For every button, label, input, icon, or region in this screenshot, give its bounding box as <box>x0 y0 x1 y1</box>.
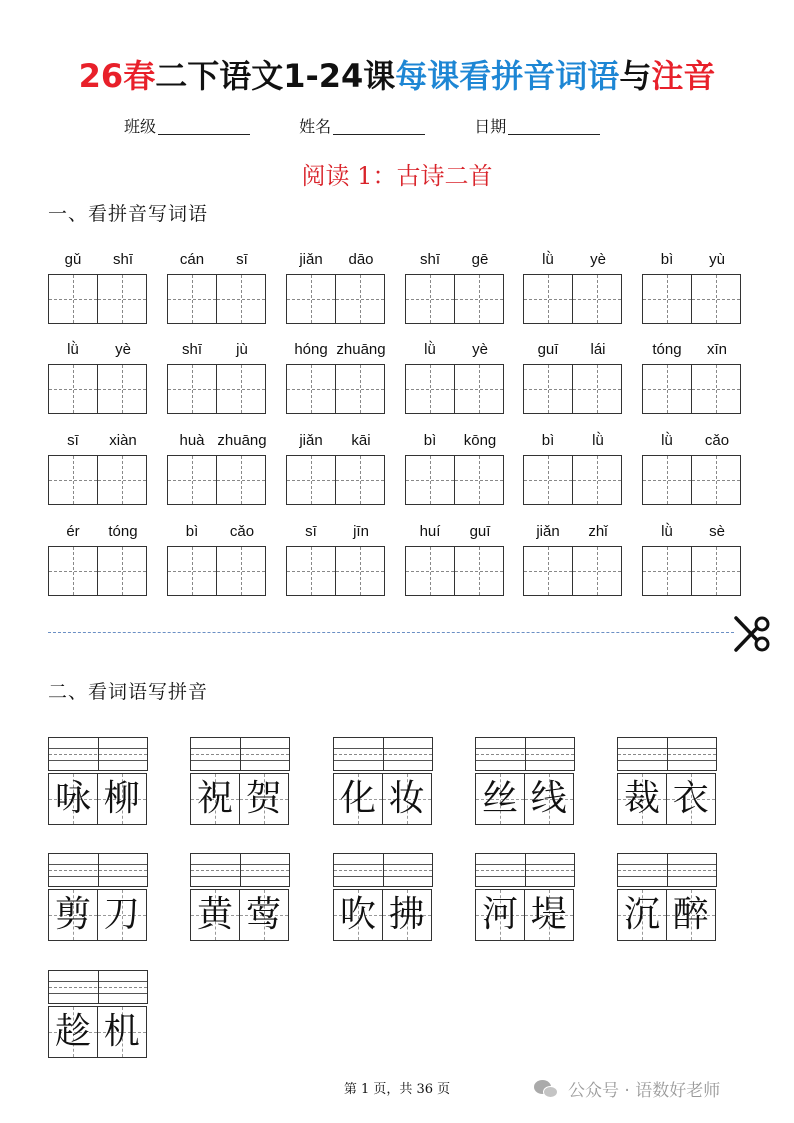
pinyin-word-item <box>523 250 623 270</box>
word-card <box>48 970 148 1058</box>
title-part-black-2: 与 <box>619 57 652 95</box>
pinyin-syllable: jiǎn <box>299 251 323 268</box>
hanzi-character: 化 <box>339 778 376 819</box>
tianzige-box[interactable] <box>216 274 266 324</box>
pinyin-syllable: cǎo <box>704 432 730 449</box>
pinyin-syllable: yè <box>472 341 488 358</box>
scissors-icon <box>732 612 776 656</box>
lesson-title: 阅读 1：古诗二首 <box>301 162 493 190</box>
hanzi-box <box>48 889 98 941</box>
tianzige-box[interactable] <box>523 364 573 414</box>
tianzige-box[interactable] <box>216 455 266 505</box>
hanzi-character: 丝 <box>481 778 518 819</box>
hanzi-character: 衣 <box>672 778 709 819</box>
pinyin-syllable: hóng <box>294 341 328 358</box>
hanzi-box <box>382 889 432 941</box>
hanzi-character: 莺 <box>245 894 282 935</box>
pinyin-writing-lines[interactable] <box>475 853 575 887</box>
pinyin-writing-lines[interactable] <box>333 853 433 887</box>
pinyin-syllable: jīn <box>353 523 369 540</box>
pinyin-word-item <box>48 340 148 360</box>
tianzige-box[interactable] <box>97 274 147 324</box>
pinyin-word-item <box>642 340 742 360</box>
pinyin-syllable: shī <box>181 341 202 358</box>
class-field[interactable] <box>124 117 250 137</box>
pinyin-syllable: jiǎn <box>536 523 560 540</box>
date-field[interactable] <box>474 117 600 137</box>
hanzi-box <box>97 889 147 941</box>
date-blank[interactable] <box>508 119 600 135</box>
pinyin-syllable: yù <box>709 251 725 268</box>
pinyin-syllable: bì <box>660 251 674 268</box>
tianzige-box[interactable] <box>405 364 455 414</box>
pinyin-word-item <box>642 250 742 270</box>
name-field[interactable] <box>299 117 425 137</box>
tianzige-box[interactable] <box>691 274 741 324</box>
pinyin-word-item <box>642 431 742 451</box>
hanzi-box <box>475 773 525 825</box>
pinyin-writing-lines[interactable] <box>48 737 148 771</box>
pinyin-syllable: guī <box>469 523 491 540</box>
section2-title: 二、看词语写拼音 <box>48 681 209 703</box>
pinyin-word-item <box>405 431 505 451</box>
word-card <box>190 737 290 825</box>
hanzi-character: 黄 <box>196 894 233 935</box>
tianzige-box[interactable] <box>523 546 573 596</box>
hanzi-character: 线 <box>530 778 567 819</box>
pinyin-syllable: xīn <box>706 341 727 358</box>
pinyin-word-item <box>523 522 623 542</box>
word-card <box>617 737 717 825</box>
pinyin-syllable: jù <box>236 341 248 358</box>
hanzi-box <box>190 889 240 941</box>
tianzige-box[interactable] <box>335 455 385 505</box>
pinyin-syllable: huà <box>179 432 205 449</box>
pinyin-syllable: shī <box>419 251 440 268</box>
pinyin-syllable: kōng <box>463 432 497 449</box>
tianzige-box[interactable] <box>48 546 98 596</box>
pinyin-writing-lines[interactable] <box>475 737 575 771</box>
tianzige-box[interactable] <box>48 455 98 505</box>
tianzige-box[interactable] <box>523 455 573 505</box>
pinyin-word-item <box>405 250 505 270</box>
tianzige-box[interactable] <box>405 455 455 505</box>
pinyin-word-item <box>48 522 148 542</box>
hanzi-box <box>524 889 574 941</box>
tianzige-box[interactable] <box>405 546 455 596</box>
tianzige-box[interactable] <box>642 274 692 324</box>
tianzige-box[interactable] <box>691 546 741 596</box>
pinyin-syllable: lǜ <box>424 341 436 358</box>
page-footer: 第 1 页，共 36 页 <box>343 1082 451 1097</box>
pinyin-syllable: cán <box>179 251 205 268</box>
hanzi-character: 沉 <box>623 894 660 935</box>
pinyin-syllable: jiǎn <box>299 432 323 449</box>
pinyin-syllable: bì <box>423 432 437 449</box>
hanzi-box <box>239 773 289 825</box>
pinyin-syllable: yè <box>590 251 606 268</box>
class-label: 班级 <box>124 117 157 136</box>
pinyin-syllable: sè <box>709 523 725 540</box>
tianzige-box[interactable] <box>167 274 217 324</box>
pinyin-word-item <box>48 250 148 270</box>
tianzige-box[interactable] <box>454 274 504 324</box>
pinyin-syllable: lǜ <box>67 341 79 358</box>
pinyin-syllable: sī <box>67 432 79 449</box>
pinyin-syllable: zhuāng <box>336 341 386 358</box>
pinyin-word-item <box>167 431 267 451</box>
title-part-black: 二下语文1-24课 <box>155 57 396 95</box>
tianzige-box[interactable] <box>286 274 336 324</box>
pinyin-syllable: dāo <box>348 251 374 268</box>
pinyin-syllable: tóng <box>108 523 138 540</box>
hanzi-character: 柳 <box>103 778 140 819</box>
pinyin-syllable: lǜ <box>542 251 554 268</box>
pinyin-syllable: lǜ <box>592 432 604 449</box>
tianzige-box[interactable] <box>216 364 266 414</box>
tianzige-box[interactable] <box>167 364 217 414</box>
hanzi-box <box>239 889 289 941</box>
tianzige-box[interactable] <box>691 364 741 414</box>
pinyin-syllable: guī <box>537 341 559 358</box>
tianzige-box[interactable] <box>216 546 266 596</box>
hanzi-character: 醉 <box>672 894 709 935</box>
pinyin-syllable: huí <box>419 523 441 540</box>
cut-line <box>48 632 734 633</box>
pinyin-word-item <box>405 522 505 542</box>
pinyin-syllable: gǔ <box>64 251 82 268</box>
hanzi-box <box>48 773 98 825</box>
pinyin-word-item <box>405 340 505 360</box>
hanzi-character: 贺 <box>245 778 282 819</box>
word-card <box>48 853 148 941</box>
pinyin-word-item <box>286 340 386 360</box>
pinyin-syllable: ér <box>66 523 80 540</box>
tianzige-box[interactable] <box>523 274 573 324</box>
tianzige-box[interactable] <box>286 546 336 596</box>
hanzi-character: 裁 <box>623 778 660 819</box>
pinyin-writing-lines[interactable] <box>617 737 717 771</box>
tianzige-box[interactable] <box>97 364 147 414</box>
hanzi-box <box>524 773 574 825</box>
pinyin-syllable: tóng <box>652 341 682 358</box>
pinyin-writing-lines[interactable] <box>333 737 433 771</box>
hanzi-box <box>48 1006 98 1058</box>
pinyin-writing-lines[interactable] <box>190 737 290 771</box>
hanzi-character: 妆 <box>388 778 425 819</box>
pinyin-word-item <box>167 340 267 360</box>
tianzige-box[interactable] <box>572 546 622 596</box>
pinyin-syllable: sī <box>236 251 248 268</box>
watermark <box>534 1076 720 1101</box>
word-card <box>333 853 433 941</box>
word-card <box>475 737 575 825</box>
tianzige-box[interactable] <box>572 274 622 324</box>
hanzi-character: 祝 <box>196 778 233 819</box>
pinyin-syllable: lǜ <box>661 432 673 449</box>
pinyin-syllable: lǜ <box>661 523 673 540</box>
page-title <box>0 56 794 96</box>
hanzi-character: 剪 <box>54 894 91 935</box>
hanzi-box <box>666 773 716 825</box>
hanzi-character: 拂 <box>388 894 425 935</box>
hanzi-character: 河 <box>481 894 518 935</box>
class-blank[interactable] <box>158 119 250 135</box>
title-part-red: 26春 <box>78 57 156 95</box>
hanzi-box <box>97 773 147 825</box>
tianzige-box[interactable] <box>405 274 455 324</box>
pinyin-syllable: lái <box>590 341 606 358</box>
student-info-row <box>124 117 644 137</box>
tianzige-box[interactable] <box>286 364 336 414</box>
name-blank[interactable] <box>333 119 425 135</box>
pinyin-syllable: gē <box>471 251 489 268</box>
hanzi-box <box>333 773 383 825</box>
tianzige-box[interactable] <box>572 455 622 505</box>
tianzige-box[interactable] <box>642 546 692 596</box>
tianzige-box[interactable] <box>642 364 692 414</box>
date-label: 日期 <box>474 117 507 136</box>
tianzige-box[interactable] <box>97 546 147 596</box>
pinyin-syllable: cǎo <box>229 523 255 540</box>
tianzige-box[interactable] <box>48 274 98 324</box>
pinyin-word-item <box>167 522 267 542</box>
pinyin-writing-lines[interactable] <box>48 853 148 887</box>
tianzige-box[interactable] <box>97 455 147 505</box>
pinyin-syllable: shī <box>112 251 133 268</box>
hanzi-box <box>333 889 383 941</box>
pinyin-syllable: xiàn <box>109 432 137 449</box>
hanzi-character: 机 <box>103 1011 140 1052</box>
hanzi-box <box>617 889 667 941</box>
word-card <box>48 737 148 825</box>
pinyin-word-item <box>523 431 623 451</box>
tianzige-box[interactable] <box>335 546 385 596</box>
hanzi-character: 刀 <box>103 894 140 935</box>
hanzi-character: 咏 <box>54 778 91 819</box>
name-label: 姓名 <box>299 117 332 136</box>
wechat-icon <box>534 1078 560 1100</box>
section1-title: 一、看拼音写词语 <box>48 203 209 225</box>
tianzige-box[interactable] <box>572 364 622 414</box>
pinyin-word-item <box>167 250 267 270</box>
pinyin-word-item <box>286 250 386 270</box>
word-card <box>190 853 290 941</box>
tianzige-box[interactable] <box>286 455 336 505</box>
pinyin-word-item <box>286 522 386 542</box>
pinyin-syllable: yè <box>115 341 131 358</box>
pinyin-syllable: kāi <box>351 432 371 449</box>
tianzige-box[interactable] <box>454 455 504 505</box>
pinyin-word-item <box>523 340 623 360</box>
hanzi-box <box>382 773 432 825</box>
tianzige-box[interactable] <box>167 546 217 596</box>
pinyin-word-item <box>48 431 148 451</box>
tianzige-box[interactable] <box>691 455 741 505</box>
title-part-red-2: 注音 <box>651 57 716 95</box>
watermark-text: 公众号 · 语数好老师 <box>568 1081 721 1101</box>
pinyin-word-item <box>286 431 386 451</box>
hanzi-box <box>617 773 667 825</box>
tianzige-box[interactable] <box>335 364 385 414</box>
tianzige-box[interactable] <box>454 546 504 596</box>
pinyin-syllable: bì <box>541 432 555 449</box>
title-part-blue: 每课看拼音词语 <box>395 57 620 95</box>
hanzi-box <box>190 773 240 825</box>
pinyin-syllable: zhuāng <box>217 432 267 449</box>
hanzi-character: 吹 <box>339 894 376 935</box>
word-card <box>333 737 433 825</box>
tianzige-box[interactable] <box>167 455 217 505</box>
tianzige-box[interactable] <box>48 364 98 414</box>
hanzi-box <box>666 889 716 941</box>
hanzi-box <box>97 1006 147 1058</box>
pinyin-syllable: sī <box>305 523 317 540</box>
pinyin-writing-lines[interactable] <box>617 853 717 887</box>
pinyin-writing-lines[interactable] <box>190 853 290 887</box>
pinyin-syllable: zhǐ <box>588 523 608 540</box>
word-card <box>617 853 717 941</box>
tianzige-box[interactable] <box>642 455 692 505</box>
hanzi-character: 趁 <box>54 1011 91 1052</box>
word-card <box>475 853 575 941</box>
hanzi-box <box>475 889 525 941</box>
hanzi-character: 堤 <box>530 894 567 935</box>
tianzige-box[interactable] <box>454 364 504 414</box>
pinyin-word-item <box>642 522 742 542</box>
pinyin-writing-lines[interactable] <box>48 970 148 1004</box>
pinyin-syllable: bì <box>185 523 199 540</box>
tianzige-box[interactable] <box>335 274 385 324</box>
